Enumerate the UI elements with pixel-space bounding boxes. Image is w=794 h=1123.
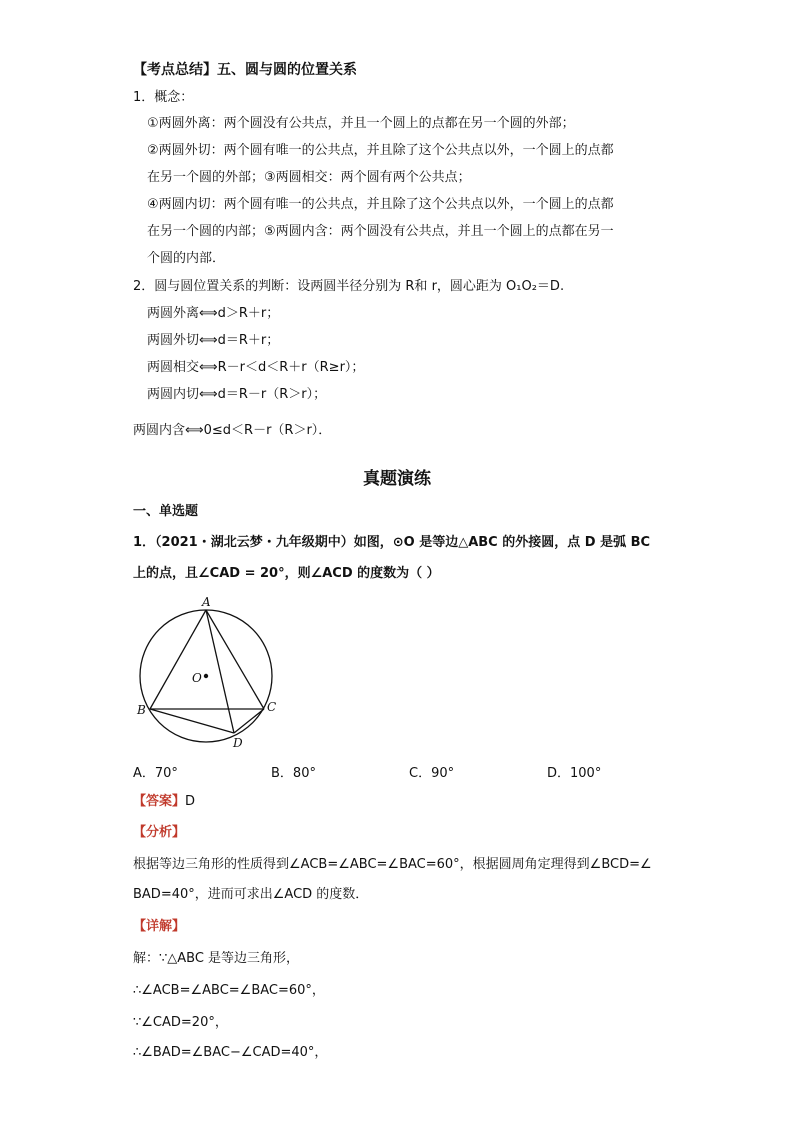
detail-step-3: ∵∠CAD=20°，	[133, 1015, 228, 1030]
answer-row	[133, 792, 195, 812]
segment-ad	[206, 610, 234, 733]
section-title: 真题演练	[363, 469, 431, 489]
rule-3: 两圆相交⟺R－r＜d＜R＋r（R≥r）；	[147, 360, 365, 375]
question-line-2: 上的点，且∠CAD = 20°，则∠ACD 的度数为（ ）	[133, 566, 440, 581]
choice-a: A．70°	[133, 766, 178, 781]
answer-tag: 【答案】	[133, 794, 186, 809]
segment-ac	[206, 610, 264, 709]
detail-step-1: 解：∵△ABC 是等边三角形，	[133, 951, 300, 966]
rule-2: 两圆外切⟺d＝R＋r；	[147, 333, 280, 348]
concept-1: ①两圆外离：两个圆没有公共点，并且一个圆上的点都在另一个圆的外部；	[147, 116, 575, 131]
summary-item-1: 1．概念：	[133, 90, 194, 105]
rule-4: 两圆内切⟺d＝R－r（R＞r）；	[147, 387, 327, 402]
concept-2a: ②两圆外切：两个圆有唯一的公共点，并且除了这个公共点以外，一个圆上的点都	[147, 143, 614, 158]
segment-cd	[234, 709, 264, 733]
segment-ab	[150, 610, 206, 709]
center-point	[204, 674, 208, 678]
detail-step-4: ∴∠BAD=∠BAC−∠CAD=40°，	[133, 1045, 328, 1060]
choice-c: C．90°	[409, 766, 455, 781]
concept-2b: 在另一个圆的外部；③两圆相交：两个圆有两个公共点；	[147, 170, 471, 185]
detail-tag: 【详解】	[133, 919, 186, 934]
summary-item-2: 2．圆与圆位置关系的判断：设两圆半径分别为 R和 r，圆心距为 O₁O₂＝D.	[133, 279, 565, 294]
circle-figure	[128, 592, 288, 752]
answer-value: D	[185, 794, 196, 809]
choice-b: B．80°	[271, 766, 316, 781]
label-d: D	[233, 736, 243, 750]
part-heading: 一、单选题	[133, 504, 199, 519]
concept-4a: ④两圆内切：两个圆有唯一的公共点，并且除了这个公共点以外，一个圆上的点都	[147, 197, 614, 212]
label-b: B	[137, 703, 146, 717]
analysis-tag: 【分析】	[133, 825, 186, 840]
segment-bd	[150, 709, 234, 733]
label-c: C	[267, 700, 277, 714]
analysis-line-2: BAD=40°，进而可求出∠ACD 的度数．	[133, 887, 369, 902]
concept-4b: 在另一个圆的内部；⑤两圆内含：两个圆没有公共点，并且一个圆上的点都在另一	[147, 224, 614, 239]
concept-4c: 个圆的内部．	[147, 251, 226, 266]
label-o: O	[192, 671, 202, 685]
detail-step-2: ∴∠ACB=∠ABC=∠BAC=60°，	[133, 983, 325, 998]
rule-1: 两圆外离⟺d＞R＋r；	[147, 306, 280, 321]
question-line-1: 1．（2021・湖北云梦・九年级期中）如图，⊙O 是等边△ABC 的外接圆，点 D 是弧 BC	[133, 535, 651, 550]
summary-heading: 【考点总结】五、圆与圆的位置关系	[133, 62, 357, 78]
rule-5: 两圆内含⟺0≤d＜R－r（R＞r）．	[133, 423, 332, 438]
label-a: A	[202, 595, 211, 609]
analysis-line-1: 根据等边三角形的性质得到∠ACB=∠ABC=∠BAC=60°，根据圆周角定理得到∠BCD=∠	[133, 857, 652, 872]
choice-d: D．100°	[547, 766, 602, 781]
